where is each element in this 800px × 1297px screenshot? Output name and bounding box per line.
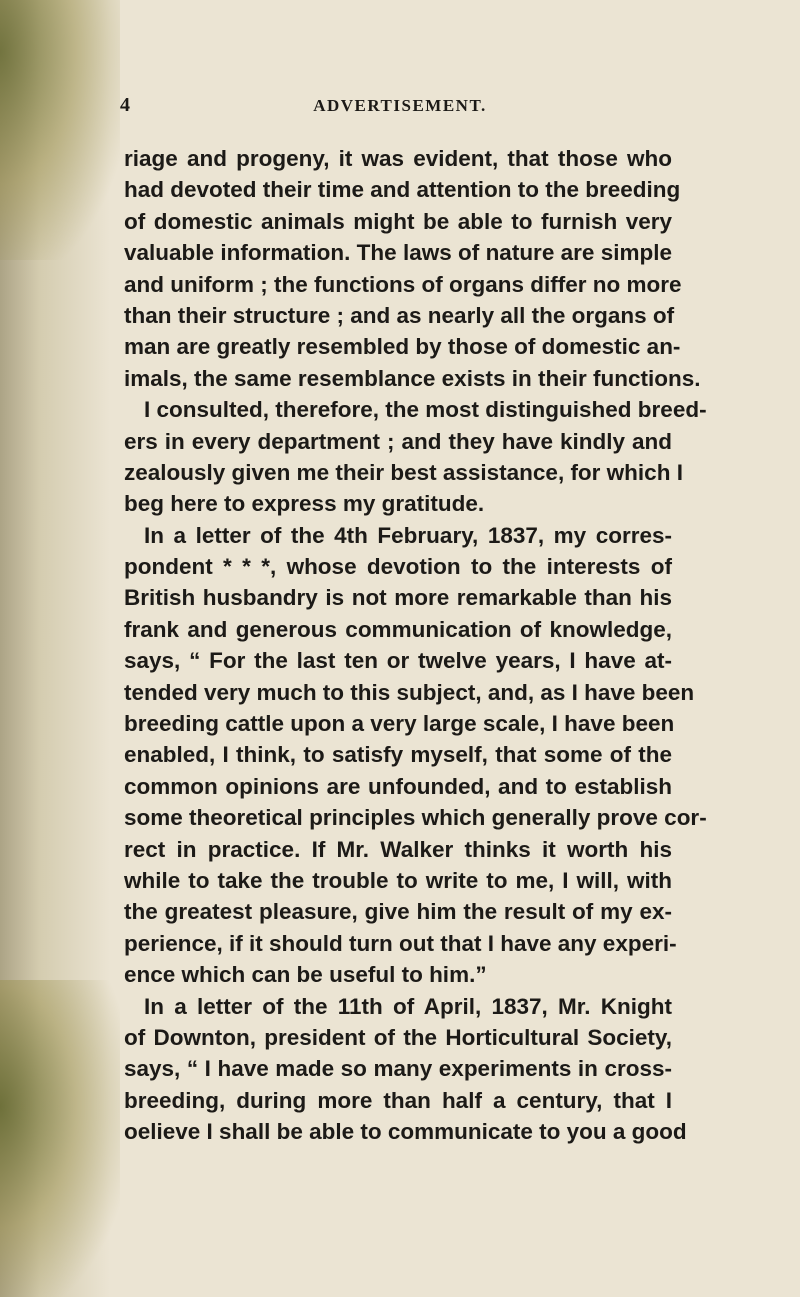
text-line: man are greatly resembled by those of domestic an- — [124, 334, 681, 360]
text-line: tended very much to this subject, and, as I have been — [124, 679, 695, 705]
text-line: had devoted their time and attention to the breeding — [124, 177, 681, 203]
text-line: zealously given me their best assistance, for which I — [124, 459, 683, 485]
binding-shadow-top — [0, 0, 120, 260]
text-line: rect in practice. If Mr. Walker thinks it worth his — [124, 836, 672, 862]
text-line: common opinions are unfounded, and to establish — [124, 773, 672, 799]
text-line: breeding, during more than half a century, that I — [124, 1087, 672, 1113]
binding-shadow-bottom — [0, 980, 120, 1297]
text-line: the greatest pleasure, give him the result of my ex- — [124, 899, 672, 925]
text-line: of domestic animals might be able to furnish very — [124, 208, 672, 234]
text-line: valuable information. The laws of nature are simple — [124, 240, 672, 266]
text-line: pondent * * *, whose devotion to the interests of — [124, 554, 672, 580]
running-head: ADVERTISEMENT. — [313, 96, 487, 115]
text-line: breeding cattle upon a very large scale, I have been — [124, 711, 675, 737]
text-line: In a letter of the 4th February, 1837, my corres- — [144, 522, 672, 548]
text-line: oelieve I shall be able to communicate to you a good — [124, 1119, 687, 1145]
text-line: says, “ For the last ten or twelve years, I have at- — [124, 648, 672, 674]
text-line: In a letter of the 11th of April, 1837, Mr. Knight — [144, 993, 672, 1019]
text-line: beg here to express my gratitude. — [124, 491, 485, 517]
page-header — [120, 94, 680, 124]
text-line: perience, if it should turn out that I have any experi- — [124, 930, 677, 956]
text-line: British husbandry is not more remarkable than his — [124, 585, 672, 611]
text-line: I consulted, therefore, the most distinguished breed- — [144, 397, 707, 423]
text-line: while to take the trouble to write to me, I will, with — [124, 867, 672, 893]
text-line: of Downton, president of the Horticultural Society, — [124, 1024, 672, 1050]
text-line: riage and progeny, it was evident, that those who — [124, 146, 672, 171]
text-line: than their structure ; and as nearly all the organs of — [124, 302, 675, 328]
body-text — [124, 143, 707, 1148]
text-line: and uniform ; the functions of organs differ no more — [124, 271, 682, 297]
text-line: ence which can be useful to him.” — [124, 962, 487, 988]
page-number: 4 — [120, 94, 130, 116]
text-line: imals, the same resemblance exists in their functions. — [124, 365, 701, 391]
text-line: enabled, I think, to satisfy myself, that some of the — [124, 742, 672, 768]
text-line: ers in every department ; and they have kindly and — [124, 428, 672, 454]
text-line: says, “ I have made so many experiments in cross- — [124, 1056, 672, 1082]
text-line: some theoretical principles which generally prove cor- — [124, 805, 707, 831]
text-line: frank and generous communication of knowledge, — [124, 616, 672, 642]
